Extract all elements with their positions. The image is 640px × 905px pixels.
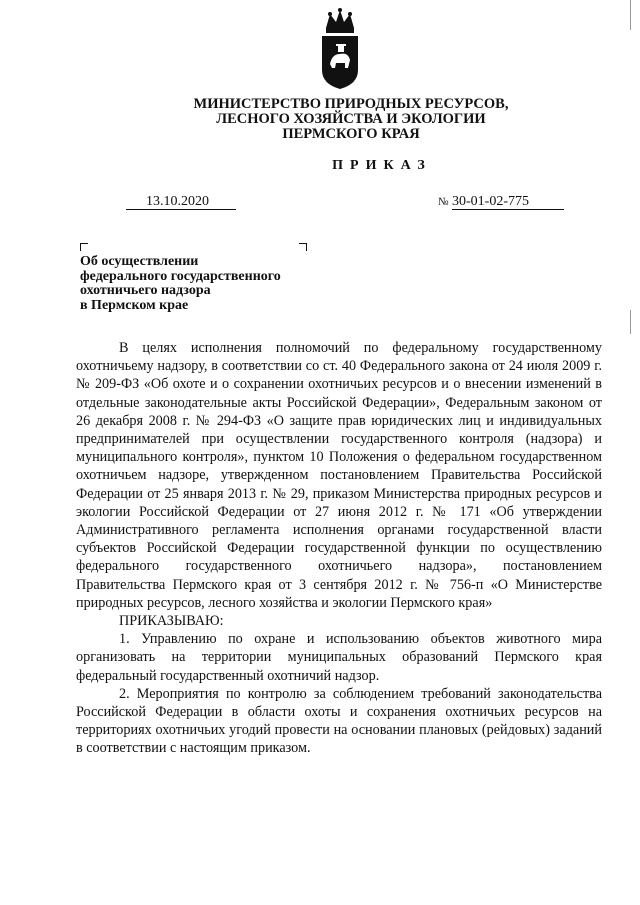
ministry-line-1: МИНИСТЕРСТВО ПРИРОДНЫХ РЕСУРСОВ, [193,96,509,112]
preamble-paragraph: В целях исполнения полномочий по федеральному государственному охотничьему надзору, в соответствии со ст. 40 Федерального закона от 24 июля 2009 г. № 209-ФЗ «Об охоте и о сохранении охотничьих ресурсов и о внесении изменений в отдельные законодательные акты Российской Федерации», Федеральным законом от 26 декабря 2008 г. № 294-ФЗ «О защите прав юридических лиц и индивидуальных предпринимателей при осуществлении государственного контроля (надзора) и муниципального контроля», пунктом 10 Положения о федеральном государственном охотничьем надзоре, утвержденном постановлением Правительства Российской Федерации от 25 января 2013 г. № 29, приказом Министерства природных ресурсов и экологии Российской Федерации от 27 июня 2012 г. № 171 «Об утверждении Административного регламента исполнения органами государственной власти субъектов Российской Федерации государственной функции по осуществлению федерального государственного охотничьего надзора», постановлением Правительства Пермского края от 3 сентября 2012 г. № 756-п «О Министерстве природных ресурсов, лесного хозяйства и экологии Пермского края» [76,340,602,611]
ministry-line-3: ПЕРМСКОГО КРАЯ [282,126,420,142]
document-date [126,194,236,210]
scan-edge-mark [630,310,631,334]
subject-line-3: охотничьего надзора [80,283,211,298]
document-subject [80,255,281,313]
order-item-2: 2. Мероприятия по контролю за соблюдением требований законодательства Российской Федерации в области охоты и сохранения охотничьих ресурсов на территориях охотничьих угодий провести на основании плановых (рейдовых) заданий в соответствии с настоящим приказом. [76,685,602,757]
ministry-line-2: ЛЕСНОГО ХОЗЯЙСТВА И ЭКОЛОГИИ [216,111,486,127]
subject-corner-left [80,243,88,251]
subject-corner-right [299,243,307,251]
scan-edge-mark [630,0,631,30]
subject-line-4: в Пермском крае [80,297,189,313]
date-value: 13.10.2020 [146,194,209,209]
subject-line-1: Об осуществлении [80,254,199,269]
number-prefix: № [438,196,449,208]
document-type: ПРИКАЗ [332,158,432,173]
ministry-heading [0,97,640,142]
order-item-1: 1. Управлению по охране и использованию объектов животного мира организовать на территории муниципальных образований Пермского края федеральный государственный охотничий надзор. [76,631,602,684]
number-value: 30-01-02-775 [452,194,564,210]
document-body [76,339,602,758]
coat-of-arms-icon [318,6,362,90]
order-word: ПРИКАЗЫВАЮ: [119,613,224,630]
subject-line-2: федерального государственного [80,268,281,284]
document-number [438,194,564,210]
